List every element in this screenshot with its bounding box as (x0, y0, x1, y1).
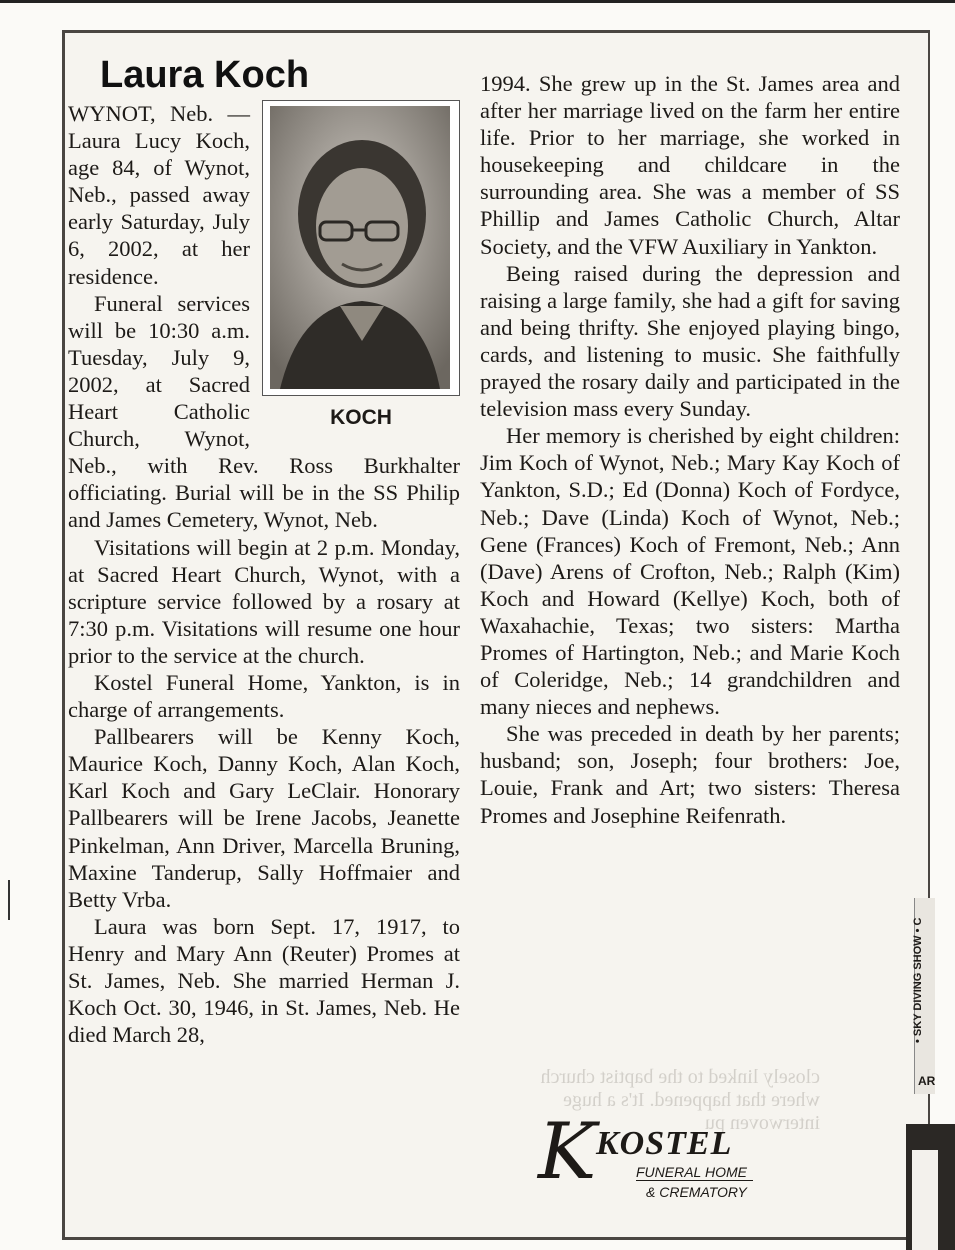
corner-light-block (912, 1150, 938, 1250)
logo-line1: FUNERAL HOME (636, 1164, 753, 1181)
paragraph: WYNOT, Neb. — Laura Lucy Koch, age 84, of Wynot, Neb., passed away early Saturday, July 6, 2002, at her residence. (68, 101, 250, 289)
portrait-image (270, 106, 450, 389)
paragraph: Laura was born Sept. 17, 1917, to Henry and Mary Ann (Reuter) Promes at St. James, Neb. She married Herman J. Koch Oct. 30, 1946, in St. James, Neb. He died March 28, (68, 913, 460, 1048)
edge-mark (8, 880, 10, 920)
logo-line2: & CREMATORY (646, 1184, 747, 1200)
photo-caption: KOCH (330, 406, 392, 429)
logo-name: KOSTEL (596, 1125, 733, 1162)
logo-k-glyph: K (538, 1107, 597, 1197)
column-left (68, 100, 460, 1048)
portrait-photo (262, 100, 460, 396)
side-strip-fragment: AR (918, 1074, 936, 1088)
paragraph: Visitations will begin at 2 p.m. Monday, at Sacred Heart Church, Wynot, with a scripture service followed by a rosary at 7:30 p.m. Visitations will resume one hour prior to the service at the church. (68, 534, 460, 668)
side-strip-text: • SKY DIVING SHOW • C (912, 917, 924, 1043)
kostel-logo (536, 1107, 786, 1204)
paragraph: Being raised during the depression and raising a large family, she had a gift for saving and being thrifty. She enjoyed playing bingo, cards, and listening to music. She faithfully prayed the rosary daily and participated in the television mass every Sunday. (480, 260, 900, 422)
paragraph: Pallbearers will be Kenny Koch, Maurice Koch, Danny Koch, Alan Koch, Karl Koch and Gary LeClair. Honorary Pallbearers will be Irene Jacobs, Jeanette Pinkelman, Ann Driver, Marcella Bruning, Maxine Tanderup, Sally Hoffmaier and Betty Vrba. (68, 724, 460, 912)
column-right (480, 70, 900, 829)
top-border-line (0, 0, 955, 3)
paragraph: 1994. She grew up in the St. James area and after her marriage lived on the farm her entire life. Prior to her marriage, she worked in housekeeping and childcare in the surrounding area. She was a member of SS Phillip and James Catholic Church, Altar Society, and the VFW Auxiliary in Yankton. (480, 71, 900, 259)
bleed-through-text: closely linked to the baptist church where that happened. It's a huge interwoven pu (540, 1066, 820, 1134)
paragraph: Her memory is cherished by eight children: Jim Koch of Wynot, Neb.; Mary Kay Koch of Yankton, S.D.; Ed (Donna) Koch of Fordyce, Neb.; Dave (Linda) Koch of Wynot, Neb.; Gene (Frances) Koch of Fremont, Neb.; Ann (Dave) Arens of Crofton, Neb.; Ralph (Kim) Koch and Howard (Kellye) Koch, both of Waxahachie, Texas; two sisters: Martha Promes of Hartington, Neb.; and Marie Koch of Coleridge, Neb.; 14 grandchildren and many nieces and nephews. (480, 423, 900, 720)
paragraph: Funeral services will be 10:30 a.m. Tuesday, July 9, 2002, at Sacred Heart Catholic Church, Wynot, Neb., with Rev. Ross Burkhalter officiating. Burial will be in the SS Philip and James Cemetery, Wynot, Neb. (68, 290, 460, 533)
paragraph: She was preceded in death by her parents; husband; son, Joseph; four brothers: Joe, Louie, Frank and Art; two sisters: Theresa Promes and Josephine Reifenrath. (480, 721, 900, 828)
paragraph: Kostel Funeral Home, Yankton, is in charge of arrangements. (68, 669, 460, 723)
obituary-title: Laura Koch (100, 54, 310, 96)
